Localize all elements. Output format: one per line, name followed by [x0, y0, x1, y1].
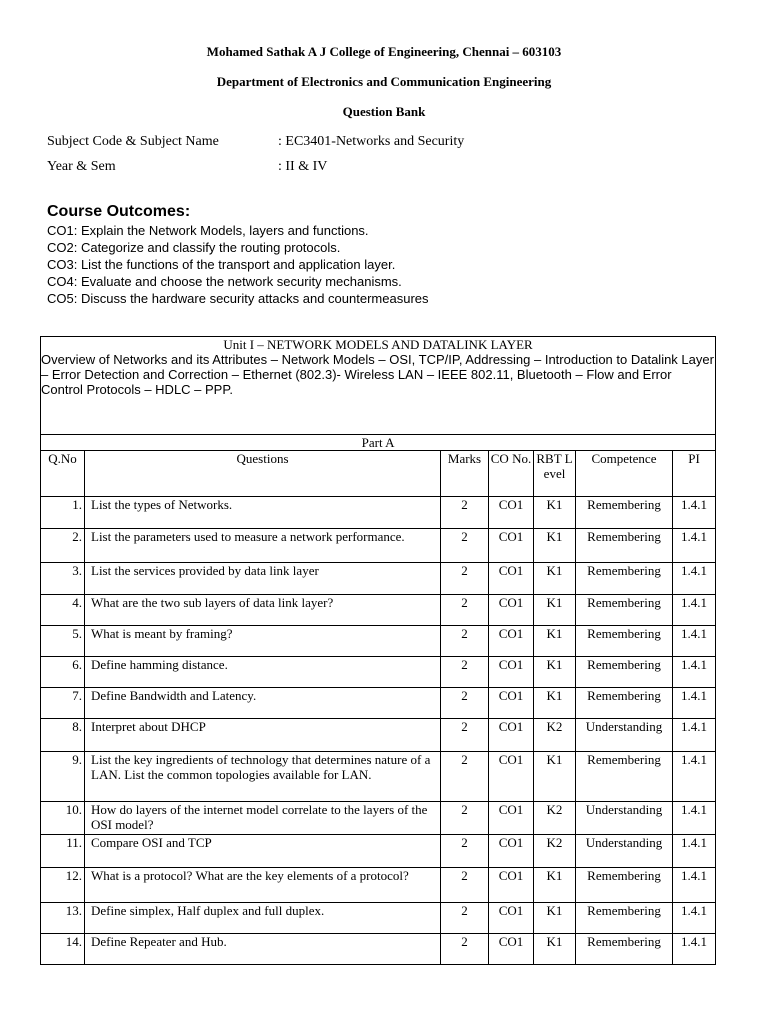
table-row [41, 801, 716, 834]
unit-title: Unit I – NETWORK MODELS AND DATALINK LAYER [41, 337, 716, 353]
competence-cell: Remembering [576, 594, 673, 625]
table-row [41, 834, 716, 867]
co-cell: CO1 [489, 594, 534, 625]
question-number: 3. [41, 562, 85, 594]
competence-cell: Remembering [576, 933, 673, 964]
pi-cell: 1.4.1 [673, 528, 716, 562]
question-number: 5. [41, 625, 85, 656]
marks-cell: 2 [441, 528, 489, 562]
unit-syllabus: Overview of Networks and its Attributes – Network Models – OSI, TCP/IP, Addressing – Introduction to Datalink Layer – Error Detection and Correction – Ethernet (802.3)- Wireless LAN – IEEE 802.11, Bluetooth – Flow and Error Control Protocols – HDLC – PPP. [41, 352, 716, 434]
co-cell: CO1 [489, 656, 534, 687]
rbt-level-cell: K1 [534, 933, 576, 964]
col-header-pi: PI [673, 450, 716, 496]
table-row [41, 625, 716, 656]
question-text: List the key ingredients of technology that determines nature of a LAN. List the common topologies available for LAN. [85, 751, 441, 801]
co-cell: CO1 [489, 528, 534, 562]
table-row [41, 902, 716, 933]
course-outcome-item: CO5: Discuss the hardware security attacks and countermeasures [47, 291, 429, 306]
rbt-level-cell: K1 [534, 751, 576, 801]
col-header-marks: Marks [441, 450, 489, 496]
marks-cell: 2 [441, 902, 489, 933]
pi-cell: 1.4.1 [673, 751, 716, 801]
competence-cell: Remembering [576, 528, 673, 562]
marks-cell: 2 [441, 496, 489, 528]
co-cell: CO1 [489, 718, 534, 751]
question-number: 14. [41, 933, 85, 964]
marks-cell: 2 [441, 801, 489, 834]
rbt-level-cell: K1 [534, 867, 576, 902]
year-sem-label: Year & Sem [47, 159, 116, 174]
co-cell: CO1 [489, 751, 534, 801]
question-text: Define simplex, Half duplex and full duplex. [85, 902, 441, 933]
table-row [41, 656, 716, 687]
rbt-level-cell: K1 [534, 528, 576, 562]
document-title: Question Bank [342, 104, 426, 119]
col-header-qno: Q.No [41, 450, 85, 496]
co-cell: CO1 [489, 687, 534, 718]
marks-cell: 2 [441, 933, 489, 964]
rbt-level-cell: K1 [534, 594, 576, 625]
rbt-level-cell: K2 [534, 834, 576, 867]
question-text: Define Repeater and Hub. [85, 933, 441, 964]
question-table [40, 336, 716, 965]
table-row [41, 594, 716, 625]
co-cell: CO1 [489, 834, 534, 867]
question-number: 10. [41, 801, 85, 834]
marks-cell: 2 [441, 718, 489, 751]
col-header-rbt: RBT Level [534, 450, 576, 496]
co-cell: CO1 [489, 902, 534, 933]
question-text: How do layers of the internet model correlate to the layers of the OSI model? [85, 801, 441, 834]
pi-cell: 1.4.1 [673, 718, 716, 751]
pi-cell: 1.4.1 [673, 834, 716, 867]
question-text: Define Bandwidth and Latency. [85, 687, 441, 718]
subject-code-label: Subject Code & Subject Name [47, 134, 219, 149]
competence-cell: Remembering [576, 562, 673, 594]
marks-cell: 2 [441, 867, 489, 902]
table-row [41, 751, 716, 801]
competence-cell: Understanding [576, 718, 673, 751]
question-number: 1. [41, 496, 85, 528]
co-cell: CO1 [489, 801, 534, 834]
table-row [41, 528, 716, 562]
table-row [41, 687, 716, 718]
rbt-level-cell: K1 [534, 496, 576, 528]
pi-cell: 1.4.1 [673, 867, 716, 902]
marks-cell: 2 [441, 687, 489, 718]
question-text: Interpret about DHCP [85, 718, 441, 751]
col-header-co: CO No. [489, 450, 534, 496]
competence-cell: Remembering [576, 625, 673, 656]
year-sem-value: : II & IV [278, 159, 328, 174]
pi-cell: 1.4.1 [673, 902, 716, 933]
pi-cell: 1.4.1 [673, 687, 716, 718]
department-name: Department of Electronics and Communication Engineering [216, 74, 552, 89]
co-cell: CO1 [489, 867, 534, 902]
question-number: 2. [41, 528, 85, 562]
question-text: Define hamming distance. [85, 656, 441, 687]
question-text: List the services provided by data link layer [85, 562, 441, 594]
course-outcome-item: CO1: Explain the Network Models, layers and functions. [47, 223, 369, 238]
rbt-level-cell: K1 [534, 687, 576, 718]
question-number: 7. [41, 687, 85, 718]
co-cell: CO1 [489, 933, 534, 964]
pi-cell: 1.4.1 [673, 801, 716, 834]
pi-cell: 1.4.1 [673, 562, 716, 594]
competence-cell: Remembering [576, 687, 673, 718]
table-row [41, 933, 716, 964]
question-number: 11. [41, 834, 85, 867]
course-outcome-item: CO3: List the functions of the transport and application layer. [47, 257, 396, 272]
marks-cell: 2 [441, 751, 489, 801]
table-row [41, 562, 716, 594]
rbt-level-cell: K1 [534, 656, 576, 687]
table-row [41, 718, 716, 751]
question-number: 8. [41, 718, 85, 751]
pi-cell: 1.4.1 [673, 625, 716, 656]
course-outcome-item: CO4: Evaluate and choose the network security mechanisms. [47, 274, 402, 289]
question-number: 12. [41, 867, 85, 902]
question-text: List the types of Networks. [85, 496, 441, 528]
competence-cell: Remembering [576, 656, 673, 687]
col-header-questions: Questions [85, 450, 441, 496]
pi-cell: 1.4.1 [673, 656, 716, 687]
subject-code-value: : EC3401-Networks and Security [278, 134, 465, 149]
rbt-level-cell: K1 [534, 902, 576, 933]
competence-cell: Understanding [576, 801, 673, 834]
question-number: 6. [41, 656, 85, 687]
col-header-competence: Competence [576, 450, 673, 496]
marks-cell: 2 [441, 625, 489, 656]
part-a-heading: Part A [41, 434, 716, 450]
co-cell: CO1 [489, 496, 534, 528]
competence-cell: Remembering [576, 751, 673, 801]
question-text: What are the two sub layers of data link layer? [85, 594, 441, 625]
course-outcomes-title: Course Outcomes: [47, 203, 191, 220]
table-row [41, 496, 716, 528]
marks-cell: 2 [441, 656, 489, 687]
rbt-level-cell: K1 [534, 625, 576, 656]
pi-cell: 1.4.1 [673, 496, 716, 528]
competence-cell: Understanding [576, 834, 673, 867]
question-number: 13. [41, 902, 85, 933]
table-row [41, 867, 716, 902]
marks-cell: 2 [441, 834, 489, 867]
marks-cell: 2 [441, 594, 489, 625]
question-number: 9. [41, 751, 85, 801]
question-text: What is a protocol? What are the key elements of a protocol? [85, 867, 441, 902]
rbt-level-cell: K2 [534, 718, 576, 751]
co-cell: CO1 [489, 562, 534, 594]
co-cell: CO1 [489, 625, 534, 656]
question-text: Compare OSI and TCP [85, 834, 441, 867]
question-text: What is meant by framing? [85, 625, 441, 656]
pi-cell: 1.4.1 [673, 933, 716, 964]
question-number: 4. [41, 594, 85, 625]
competence-cell: Remembering [576, 496, 673, 528]
competence-cell: Remembering [576, 867, 673, 902]
course-outcome-item: CO2: Categorize and classify the routing protocols. [47, 240, 341, 255]
pi-cell: 1.4.1 [673, 594, 716, 625]
question-text: List the parameters used to measure a network performance. [85, 528, 441, 562]
rbt-level-cell: K1 [534, 562, 576, 594]
marks-cell: 2 [441, 562, 489, 594]
rbt-level-cell: K2 [534, 801, 576, 834]
competence-cell: Remembering [576, 902, 673, 933]
college-name: Mohamed Sathak A J College of Engineering, Chennai – 603103 [206, 44, 562, 59]
